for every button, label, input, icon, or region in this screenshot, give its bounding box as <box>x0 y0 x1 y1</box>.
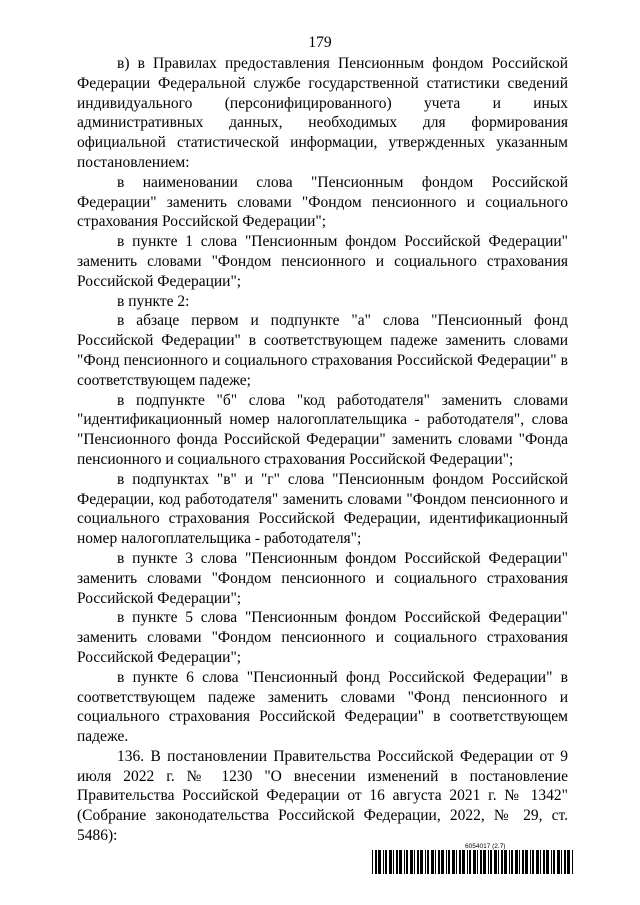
paragraph-point-2-heading: в пункте 2: <box>117 292 190 310</box>
document-body <box>77 54 568 846</box>
paragraph-point-2-a: в абзаце первом и подпункте "а" слова "Пенсионный фонд Российской Федерации" в соответствующем падеже заменить словами "Фонд пенсионного и социального страхования Российской Федерации" в соответствующем падеже; <box>77 312 568 389</box>
paragraph-point-3: в пункте 3 слова "Пенсионным фондом Российской Федерации" заменить словами "Фондом пенсионного и социального страхования Российской Федерации"; <box>77 549 568 607</box>
paragraph-point-5: в пункте 5 слова "Пенсионным фондом Российской Федерации" заменить словами "Фондом пенсионного и социального страхования Российской Федерации"; <box>77 609 568 666</box>
barcode <box>372 850 574 874</box>
paragraph-item-136: 136. В постановлении Правительства Российской Федерации от 9 июля 2022 г. № 1230 "О внесении изменений в постановление Правительства Российской Федерации от 16 августа 2021 г. № 1342" (Собрание законодательства Российской Федерации, 2022, № 29, ст. 5486): <box>77 747 568 845</box>
paragraph-point-2-v-g: в подпунктах "в" и "г" слова "Пенсионным фондом Российской Федерации, код работодателя" заменить словами "Фондом пенсионного и социального страхования Российской Федерации, идентификационный номер налогоплательщика - работодателя"; <box>77 470 568 548</box>
paragraph-point-6: в пункте 6 слова "Пенсионный фонд Российской Федерации" в соответствующем падеже заменить словами "Фонд пенсионного и социального страхования Российской Федерации" в соответствующем падеже. <box>77 668 568 746</box>
paragraph-point-1: в пункте 1 слова "Пенсионным фондом Российской Федерации" заменить словами "Фондом пенсионного и социального страхования Российской Федерации"; <box>77 233 568 290</box>
paragraph-point-2-b: в подпункте "б" слова "код работодателя" заменить словами "идентификационный номер налогоплательщика - работодателя", слова "Пенсионного фонда Российской Федерации" заменить словами "Фонда пенсионного и социального страхования Российской Федерации"; <box>77 391 568 468</box>
document-code: 6054017 (2.7) <box>465 843 506 850</box>
paragraph-rules-intro: в) в Правилах предоставления Пенсионным фондом Российской Федерации Федеральной службе государственной статистики сведений индивидуального (персонифицированного) учета и иных административных данных, необходимых для формирования официальной статистической информации, утвержденных указанным постановлением: <box>77 55 568 171</box>
paragraph-title-change: в наименовании слова "Пенсионным фондом Российской Федерации" заменить словами "Фондом пенсионного и социального страхования Российской Федерации"; <box>77 173 568 231</box>
page-number: 179 <box>308 34 332 51</box>
